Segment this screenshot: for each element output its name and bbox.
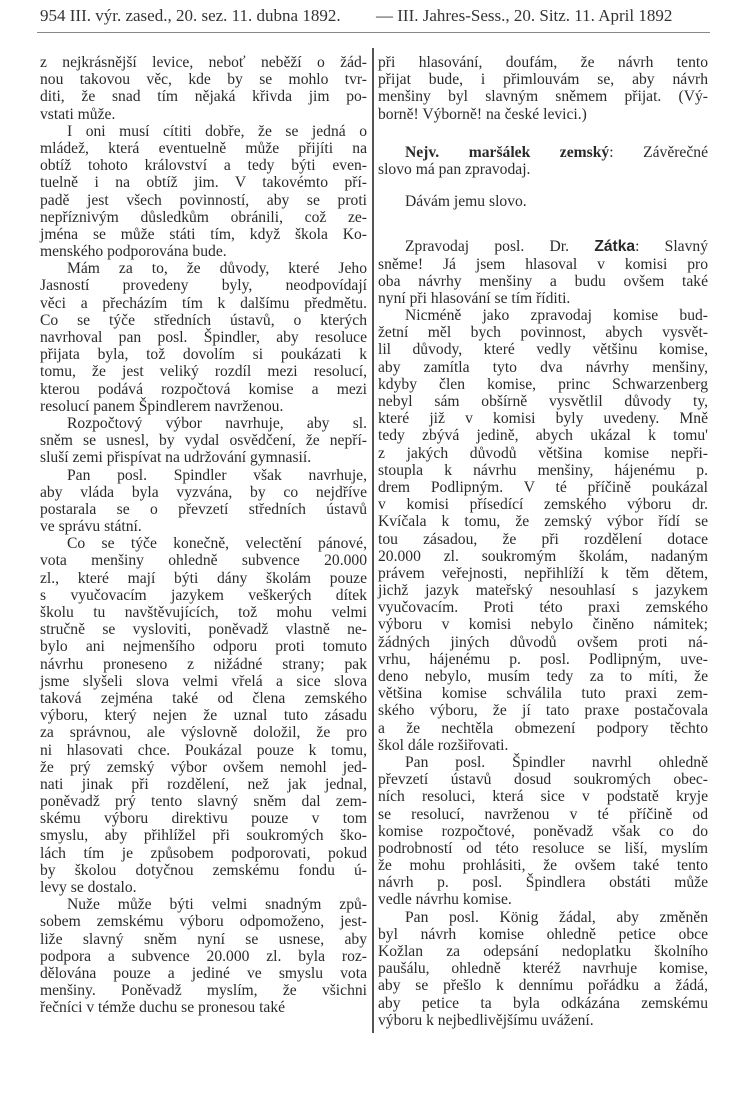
- text-line: Pan posl. Spindler však navrhuje,: [67, 466, 367, 484]
- text-line: dělována pouze a jediné ve smyslu vota: [40, 964, 367, 982]
- text-line: Pan posl. König žádal, aby změněn: [405, 908, 708, 926]
- text-line: jména se může státi tím, když škola Ko-: [40, 225, 367, 243]
- text-line: Nuže může býti velmi snadným způ-: [67, 896, 367, 914]
- text-line: že mohu prohlásiti, že ovšem také tento: [378, 857, 708, 875]
- text-line: ních resoluci, která sice v podstatě kryje: [378, 788, 708, 806]
- text-line: právem veřejnosti, nepřihlíží k těm dětem,: [378, 564, 708, 582]
- text-line: skému výboru direktivu pouze v tom: [40, 810, 367, 828]
- paragraph: [378, 144, 708, 178]
- speaker-name: Nejv. maršálek zemský: [405, 143, 610, 161]
- text-line: bylo ani nejmenšího odporu proti tomuto: [40, 638, 367, 656]
- text-line: levy se dostalo.: [40, 879, 137, 896]
- text-line: borně! Výborně! na české levici.): [378, 105, 587, 123]
- text-line: nebyl sám obšírně vysvětlil důvody ty,: [378, 393, 708, 410]
- speaker-name: Zátka: [594, 238, 636, 256]
- text-line: z nejkrásnější levice, neboť neběží o žád-: [40, 54, 367, 71]
- text-line: jsme slyšeli slova velmi vřelá a sice slova: [40, 672, 367, 690]
- text-line: žádných jiných důvodů ovšem proti ná-: [378, 633, 708, 651]
- text-line: Co se týče konečně, velectění pánové,: [67, 535, 367, 553]
- text-line: řečníci v témže duchu se pronesou také: [40, 999, 286, 1017]
- text-line: slovo má pan zpravodaj.: [378, 160, 531, 178]
- paragraph: [378, 307, 708, 754]
- text-line: vyučovacím. Proti této praxi zemského: [378, 599, 708, 617]
- right-column: [378, 54, 708, 1029]
- text-line: sněm se usnesl, by vydal osvědčení, že nepří-: [40, 432, 367, 450]
- text-line: aby se přešlo k dennímu pořádku a žádá,: [378, 977, 708, 995]
- text-line: oba návrhy menšiny a budu ovšem také: [378, 272, 708, 290]
- text-line: výboru, který nejen že uznal tuto zásadu: [40, 707, 367, 725]
- text-line: při hlasování, doufám, že návrh tento: [378, 54, 708, 71]
- column-divider: [372, 48, 374, 1033]
- text-line: a že nechtěla obmezení podpory těchto: [378, 719, 708, 737]
- text-line: stručně se vysloviti, poněvadž vlastně ne-: [40, 621, 367, 639]
- text-line: výboru v komisi nebylo činěno námitek;: [378, 616, 708, 634]
- text-line: aby petice ta byla odkázána zemskému: [378, 994, 708, 1012]
- text-line: v komisi přísedící zemského výboru dr.: [378, 496, 708, 514]
- text-line: aby zamítla tyto dva návrhy menšiny,: [378, 358, 708, 376]
- text-line: podrobností od této resoluce se liší, myslím: [378, 839, 708, 857]
- text-line: Kvíčala k tomu, že zemský výbor řídí se: [378, 513, 708, 531]
- text-line: podpora a subvence 20.000 zl. byla roz-: [40, 947, 367, 965]
- text-line: stoupla k návrhu menšiny, hájenému p.: [378, 461, 708, 479]
- text-line: Mám za to, že důvody, které Jeho: [67, 260, 367, 278]
- paragraph: [378, 193, 708, 210]
- text-line: deno nebylo, musím tedy za to míti, že: [378, 668, 708, 685]
- paragraph: [378, 754, 708, 909]
- text-line: že prý zemský výbor ovšem nemohl jed-: [40, 758, 367, 776]
- text-line: tedy zbývá jedině, abych ukázal k tomu': [378, 427, 708, 445]
- text-line: zl., které mají býti dány školám pouze: [40, 569, 367, 587]
- text-line: by školou dotyčnou zemskému fondu ú-: [40, 861, 367, 879]
- text-line: přijat bude, i přimlouvám se, aby návrh: [378, 71, 708, 89]
- text-line: z jakých důvodů většina komise nepři-: [378, 444, 708, 462]
- text-line: Co se týče středních ústavů, o kterých: [40, 311, 367, 329]
- text-line: tomu, že jest veliký rozdíl mezi resolucí,: [40, 363, 367, 381]
- text-line: nou takovou věc, kde by se mohlo tvr-: [40, 71, 367, 89]
- text-line: smyslu, aby přihlížel při soukromých ško-: [40, 827, 367, 845]
- text-line: Rozpočtový výbor navrhuje, aby sl.: [67, 414, 367, 432]
- text-line: lách tím je způsobem podporovati, pokud: [40, 844, 367, 862]
- text-line: menšiny. Poněvadž myslím, že všichni: [40, 982, 367, 1000]
- text-line: převzetí ústavů dosud soukromých obec-: [378, 771, 708, 789]
- page-header-german: — III. Jahres-Sess., 20. Sitz. 11. April 1892: [376, 6, 673, 25]
- paragraph: [40, 260, 367, 415]
- paragraph: [40, 467, 367, 536]
- text-line: ve správu státní.: [40, 518, 142, 536]
- text-line: liže slavný sněm nyní se usnese, aby: [40, 930, 367, 948]
- speaker-line: [378, 144, 708, 161]
- text-line: Nicméně jako zpravodaj komise bud-: [405, 307, 708, 325]
- text-line: padě jest všech povinností, aby se proti: [40, 191, 367, 209]
- text-line: přijata byla, tož dovolím si poukázati k: [40, 346, 367, 364]
- speaker-line: [378, 238, 708, 255]
- text-line: které již v komisi byly uvedeny. Mně: [378, 410, 708, 428]
- page-header-czech: 954 III. výr. zased., 20. sez. 11. dubna 1892.: [40, 6, 341, 25]
- text-line: mládež, která eventuelně může přijíti na: [40, 139, 367, 157]
- text-line: lil důvody, které vedly většinu komise,: [378, 341, 708, 359]
- paragraph: [40, 896, 367, 1016]
- text-line: Dávám jemu slovo.: [405, 193, 527, 211]
- text-line: tuelně i na obtíž jim. V takovémto pří-: [40, 174, 367, 192]
- paragraph: [40, 54, 367, 123]
- paragraph: [378, 238, 708, 307]
- text-line: sněme! Já jsem hlasoval v komisi pro: [378, 255, 708, 273]
- text-line: návrh p. posl. Špindlera obstáti může: [378, 874, 708, 892]
- text-line: tou zásadou, že při rozdělení dotace: [378, 530, 708, 548]
- text-line: obtíž tohoto království a tedy býti even-: [40, 157, 367, 175]
- text-line: vedle návrhu komise.: [378, 891, 512, 909]
- text-line: nepříznivým důsledkům obránili, což ze-: [40, 208, 367, 226]
- text-line: diti, že snad tím nějaká křivda jim po-: [40, 88, 367, 106]
- paragraph: [40, 123, 367, 261]
- text-line: taková zejména také od člena zemského: [40, 689, 367, 707]
- text-line: Pan posl. Špindler navrhl ohledně: [405, 753, 708, 771]
- text-line: sluší zemi přispívat na udržování gymnasií.: [40, 449, 312, 467]
- text-line: nati jinak při rozdělení, než jak jednal,: [40, 775, 367, 793]
- text-line: resolucí panem Špindlerem navrženou.: [40, 397, 284, 415]
- text-line: ského výboru, že jí tato praxe postačovala: [378, 702, 708, 720]
- text-line: školu tu navštěvujících, tož mohu velmi: [40, 604, 367, 621]
- speaker-text: : Slavný: [635, 238, 708, 256]
- text-line: 20.000 zl. soukromým školám, nadaným: [378, 547, 708, 565]
- text-line: postarala se o převzetí středních ústavů: [40, 500, 367, 518]
- text-line: navrhoval pan posl. Špindler, aby resoluce: [40, 329, 367, 346]
- text-line: za správnou, ale výslovně doložil, že pro: [40, 724, 367, 742]
- text-line: kdyby člen komise, princ Schwarzenberg: [378, 375, 708, 393]
- text-line: Kožlan za odepsání nedoplatku školního: [378, 943, 708, 960]
- text-line: I oni musí cítiti dobře, že se jedná o: [67, 122, 367, 140]
- speaker-text: Zpravodaj posl. Dr.: [405, 238, 595, 256]
- speaker-text: : Závěrečné: [609, 143, 708, 161]
- text-line: většina komise schválila tuto praxi zem-: [378, 685, 708, 703]
- text-line: nyní při hlasování se tím říditi.: [378, 289, 571, 307]
- header-rule: [37, 32, 710, 33]
- text-line: byl návrh komise ohledně petice obce: [378, 925, 708, 943]
- text-line: návrhu proneseno z nižádné strany; pak: [40, 655, 367, 673]
- text-line: vota menšiny ohledně subvence 20.000: [40, 552, 367, 570]
- text-line: vrhu, hájenému p. posl. Podlipným, uve-: [378, 650, 708, 668]
- text-line: vstati může.: [40, 105, 116, 123]
- text-line: jichž jazyk mateřský nesouhlasí s jazykem: [378, 582, 708, 600]
- left-column: [40, 54, 367, 1017]
- text-line: poněvadž prý tento slavný sněm dal zem-: [40, 793, 367, 811]
- text-line: Jasností provedeny byly, neodpovídají: [40, 277, 367, 295]
- paragraph: [378, 54, 708, 123]
- text-line: paušálu, ohledně kteréž navrhuje komise,: [378, 960, 708, 978]
- text-line: drem Podlipným. V té příčině poukázal: [378, 478, 708, 496]
- paragraph: [40, 535, 367, 896]
- paragraph: [40, 415, 367, 467]
- text-line: výboru k nejbedlivějšímu uvážení.: [378, 1011, 594, 1029]
- text-line: menšiny byl slavným sněmem přijat. (Vý-: [378, 88, 708, 106]
- paragraph: [378, 909, 708, 1029]
- text-line: aby vláda byla vyzvána, by co nejdříve: [40, 483, 367, 501]
- text-line: škol dále rozšiřovati.: [378, 736, 509, 754]
- text-line: s vyučovacím jazykem veškerých dítek: [40, 586, 367, 604]
- text-line: komise rozpočtové, poněvadž však co do: [378, 822, 708, 840]
- text-line: kterou podává rozpočtová komise a mezi: [40, 380, 367, 398]
- text-line: menského podporována bude.: [40, 243, 227, 261]
- text-line: žetní měl bych povinnost, abych vysvět-: [378, 324, 708, 342]
- text-line: se resolucí, navrženou v té příčině od: [378, 805, 708, 823]
- text-line: sobem zemskému výboru odpomoženo, jest-: [40, 913, 367, 931]
- text-line: ni hlasovati chce. Poukázal pouze k tomu,: [40, 741, 367, 759]
- text-line: věci a přecházím tím k dalšímu předmětu.: [40, 294, 367, 312]
